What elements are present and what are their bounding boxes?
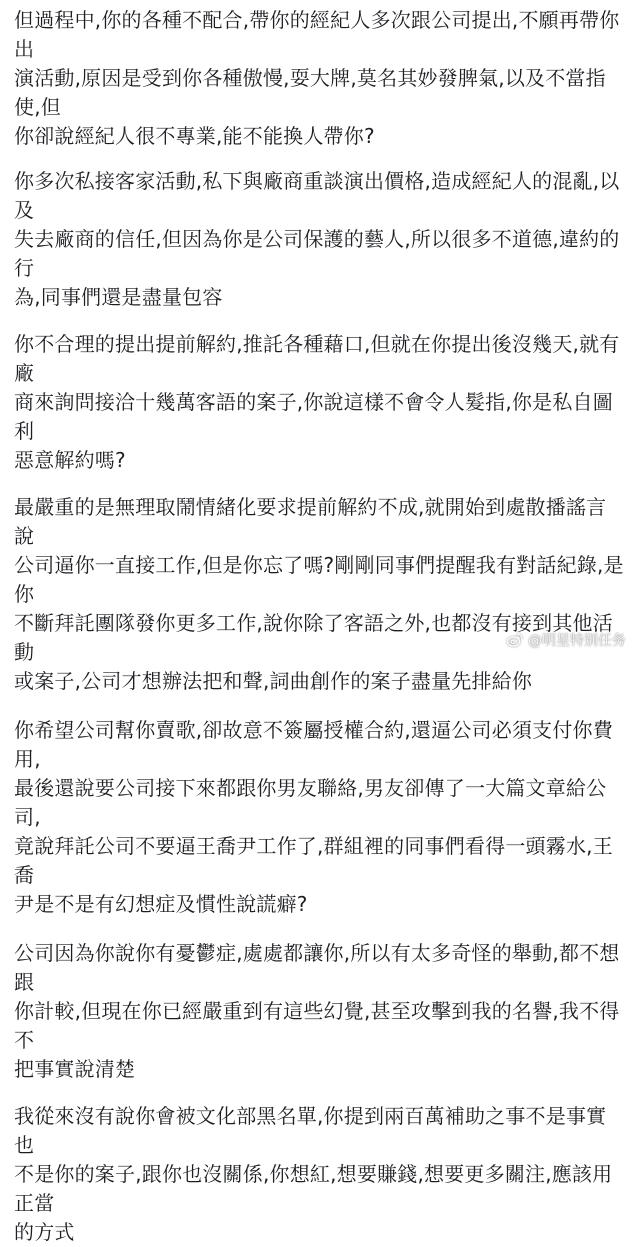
post-paragraph-2: 你多次私接客家活動,私下與廠商重談演出價格,造成經紀人的混亂,以及 失去廠商的信任,但因為你是公司保護的藝人,所以很多不道德,違約的行 為,同事們還是盡量包容 <box>14 169 620 309</box>
post-paragraph-7: 我從來沒有說你會被文化部黑名單,你提到兩百萬補助之事不是事實也 不是你的案子,跟你也沒關係,你想紅,想要賺錢,想要更多關注,應該用正當 的方式 <box>14 1104 613 1244</box>
post-paragraph-3: 你不合理的提出提前解約,推託各種藉口,但就在你提出後沒幾天,就有廠 商來詢問接洽十幾萬客語的案子,你說這樣不會令人髮指,你是私自圖利 惡意解約嗎? <box>14 332 620 472</box>
post-paragraph-1: 但過程中,你的各種不配合,帶你的經紀人多次跟公司提出,不願再帶你出 演活動,原因是受到你各種傲慢,耍大牌,莫名其妙發脾氣,以及不當指使,但 你卻說經紀人很不專業,能不能換人帶你? <box>14 8 620 148</box>
watermark-text: @明星特别任务 <box>528 633 626 649</box>
weibo-icon <box>506 631 524 649</box>
post-paragraph-6: 公司因為你說你有憂鬱症,處處都讓你,所以有太多奇怪的舉動,都不想跟 你計較,但現在你已經嚴重到有這些幻覺,甚至攻擊到我的名譽,我不得不 把事實說清楚 <box>14 941 620 1081</box>
watermark <box>506 630 626 650</box>
post-paragraph-4: 最嚴重的是無理取鬧情緒化要求提前解約不成,就開始到處散播謠言說 公司逼你一直接工作,但是你忘了嗎?剛剛同事們提醒我有對話紀錄,是你 不斷拜託團隊發你更多工作,說你除了客語之外,也都沒有接到其他活動 或案子,公司才想辦法把和聲,詞曲創作的案子盡量先排給你 <box>14 495 624 693</box>
post-paragraph-5: 你希望公司幫你賣歌,卻故意不簽屬授權合約,還逼公司必須支付你費用, 最後還說要公司接下來都跟你男友聯絡,男友卻傳了一大篇文章給公司, 竟說拜託公司不要逼王喬尹工作了,群組裡的同事們看得一頭霧水,王喬 尹是不是有幻想症及慣性說謊癖? <box>14 718 613 916</box>
